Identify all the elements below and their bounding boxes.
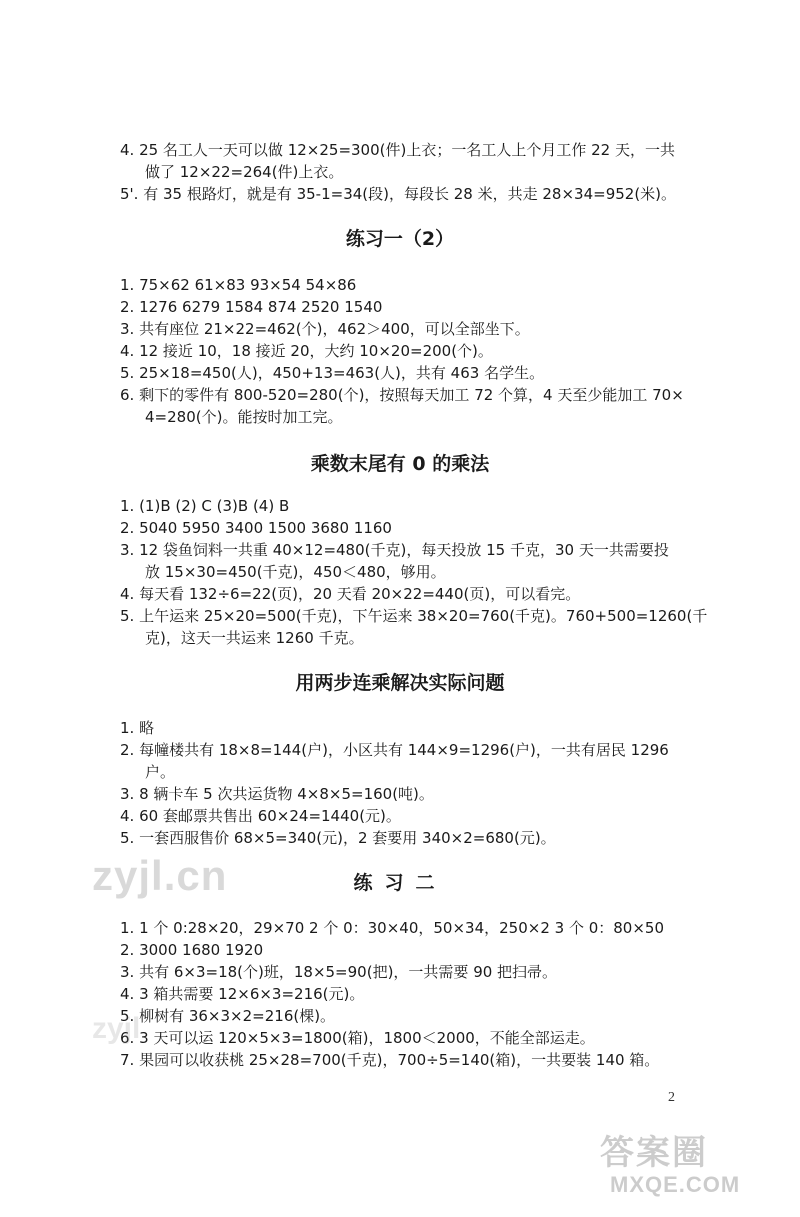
section-title: 练习二 xyxy=(353,872,447,894)
section-title: 乘数末尾有 0 的乘法 xyxy=(310,453,490,475)
answer-line: 2. 每幢楼共有 18×8=144(户)，小区共有 144×9=1296(户)，一共有居民 1296 xyxy=(120,741,669,759)
watermark-logo: MXQE.COM xyxy=(610,1172,741,1197)
answer-line: 4. 12 接近 10，18 接近 20，大约 10×20=200(个)。 xyxy=(120,342,493,360)
section-title: 用两步连乘解决实际问题 xyxy=(295,672,505,694)
answer-line: 2. 1276 6279 1584 874 2520 1540 xyxy=(120,298,383,316)
answer-line: 3. 12 袋鱼饲料一共重 40×12=480(千克)，每天投放 15 千克，30 天一共需要投 xyxy=(120,541,669,559)
answer-line: 7. 果园可以收获桃 25×28=700(千克)，700÷5=140(箱)，一共要装 140 箱。 xyxy=(120,1051,660,1069)
answer-line: 5. 柳树有 36×3×2=216(棵)。 xyxy=(120,1007,336,1025)
answer-line: 4. 3 箱共需要 12×6×3=216(元)。 xyxy=(120,985,365,1003)
section-title: 练习一（2） xyxy=(345,228,455,250)
answer-line: 6. 剩下的零件有 800-520=280(个)，按照每天加工 72 个算，4 天至少能加工 70× xyxy=(120,386,684,404)
answer-line: 2. 5040 5950 3400 1500 3680 1160 xyxy=(120,519,392,537)
answer-line: 5. 一套西服售价 68×5=340(元)，2 套要用 340×2=680(元)。 xyxy=(120,829,556,847)
answer-line: 户。 xyxy=(145,763,176,781)
answer-line: 做了 12×22=264(件)上衣。 xyxy=(145,163,344,181)
watermark-logo: zyjl.cn xyxy=(92,852,228,899)
answer-line: 1. 略 xyxy=(120,719,155,737)
answer-line: 6. 3 天可以运 120×5×3=1800(箱)，1800＜2000，不能全部运走。 xyxy=(120,1029,595,1047)
answer-line: 1. 1 个 0:28×20，29×70 2 个 0：30×40，50×34，250×2 3 个 0：80×50 xyxy=(120,919,664,937)
answer-line: 1. 75×62 61×83 93×54 54×86 xyxy=(120,276,357,294)
page-number: 2 xyxy=(668,1090,675,1105)
watermark-logo: zyjl xyxy=(92,1012,141,1045)
watermark-logo: 答案圈 xyxy=(600,1134,708,1172)
answer-line: 克)，这天一共运来 1260 千克。 xyxy=(145,629,364,647)
answer-line: 1. (1)B (2) C (3)B (4) B xyxy=(120,497,290,515)
answer-line: 3. 共有 6×3=18(个)班，18×5=90(把)，一共需要 90 把扫帚。 xyxy=(120,963,558,981)
answer-line: 5'. 有 35 根路灯，就是有 35-1=34(段)，每段长 28 米，共走 28×34=952(米)。 xyxy=(120,185,677,203)
answer-line: 放 15×30=450(千克)，450＜480，够用。 xyxy=(145,563,446,581)
answer-line: 3. 共有座位 21×22=462(个)，462＞400，可以全部坐下。 xyxy=(120,320,530,338)
answer-line: 2. 3000 1680 1920 xyxy=(120,941,264,959)
answer-line: 4. 60 套邮票共售出 60×24=1440(元)。 xyxy=(120,807,401,825)
answer-line: 4. 每天看 132÷6=22(页)，20 天看 20×22=440(页)，可以看完。 xyxy=(120,585,581,603)
answer-line: 4. 25 名工人一天可以做 12×25=300(件)上衣；一名工人上个月工作 22 天，一共 xyxy=(120,141,675,159)
answer-line: 3. 8 辆卡车 5 次共运货物 4×8×5=160(吨)。 xyxy=(120,785,434,803)
answer-line: 5. 上午运来 25×20=500(千克)，下午运来 38×20=760(千克)。760+500=1260(千 xyxy=(120,607,708,625)
answer-line: 5. 25×18=450(人)，450+13=463(人)，共有 463 名学生。 xyxy=(120,364,545,382)
answer-line: 4=280(个)。能按时加工完。 xyxy=(145,408,343,426)
